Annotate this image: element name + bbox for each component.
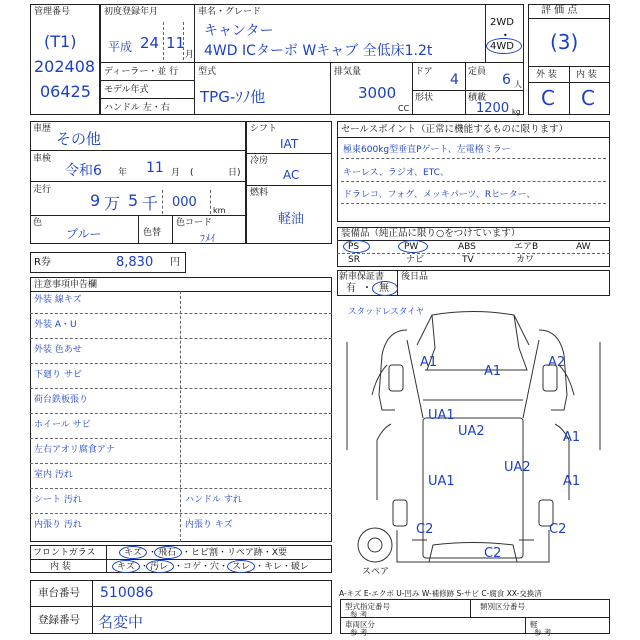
notes-item-left: 外装 色あせ	[34, 345, 82, 355]
notes-item-left: 荷台鉄板張り	[34, 395, 89, 405]
mgmt-label: 管理番号	[34, 7, 71, 17]
interior-grade: C	[581, 86, 595, 110]
chassis-label: 車台番号	[38, 587, 80, 599]
spare-label: スペア	[362, 567, 390, 577]
interior-item: ・キレ・破レ	[255, 562, 309, 572]
type-value: TPG-ｿﾉ他	[200, 88, 266, 106]
inspection-month-unit: 月	[171, 168, 181, 178]
warranty-no: 無	[379, 283, 389, 294]
load-unit: kg	[512, 108, 521, 116]
reg-label: 初度登録年月	[104, 7, 159, 17]
equip-navi: ナビ	[406, 255, 425, 265]
equip-aw: AW	[576, 242, 591, 252]
footer-ref: 参 考	[350, 610, 368, 619]
interior-cond-label: 内 装	[50, 562, 71, 572]
equip-ps: PS	[348, 242, 360, 252]
left-rear-wheel	[393, 500, 407, 526]
mgmt-code3: 06425	[40, 82, 91, 101]
mileage-man-unit: 万	[104, 194, 121, 213]
mileage-man: 9	[90, 191, 101, 210]
reg-month: 11	[166, 34, 186, 52]
footer-type-ref: 型式指定番号	[345, 602, 390, 611]
inspection-era: 令和6	[65, 163, 102, 179]
damage-mark: UA1	[428, 474, 455, 489]
notes-item-left: 外装 A・U	[34, 320, 77, 330]
chassis-value: 510086	[100, 585, 154, 601]
damage-mark: C2	[484, 546, 502, 561]
tire-note: スタッドレスタイヤ	[348, 307, 425, 317]
reg-era: 平成	[108, 40, 133, 54]
glass-item: キズ	[124, 548, 142, 558]
recycle-amount: 8,830	[116, 255, 154, 270]
ac-label: 冷房	[250, 156, 269, 166]
inspection-open-paren: (	[190, 168, 194, 178]
cap-label: 定員	[468, 67, 487, 77]
interior-item: キズ	[117, 562, 135, 572]
interior-item: スレ	[232, 562, 251, 572]
service-label: 後日品	[401, 272, 429, 282]
cap-unit: 人	[514, 80, 522, 89]
car-label: 車名・グレード	[198, 7, 262, 17]
equip-pw: PW	[404, 242, 419, 252]
spare-wheel	[358, 528, 392, 562]
disp-label: 排気量	[334, 67, 362, 77]
dealer-label: ディーラー・並 行	[104, 67, 179, 77]
equip-tv: TV	[462, 255, 474, 265]
inspection-day-unit: 日)	[228, 168, 241, 178]
footer-class-ref: 類別区分番号	[480, 602, 525, 611]
color-label: 色	[33, 218, 43, 228]
registration-label: 登録番号	[38, 614, 80, 626]
damage-mark: C2	[416, 522, 434, 537]
load-value: 1200	[476, 101, 510, 116]
notes-item-left: 左右アオリ腐食アナ	[34, 445, 115, 455]
sales-item-2: キーレス、ラジオ、ETC、	[343, 168, 449, 178]
recycle-box	[30, 252, 186, 273]
inspection-label: 車検	[33, 154, 52, 164]
footer-kei: 軽	[530, 620, 538, 629]
interior-item: ・コゲ・穴・	[174, 562, 229, 572]
history-value: その他	[56, 130, 102, 148]
mgmt-code2: 202408	[34, 57, 96, 76]
glass-label: フロントガラス	[33, 548, 96, 558]
shift-value: IAT	[280, 137, 299, 151]
eval-score: (3)	[550, 30, 579, 54]
footer-class-ref2: 参 考	[350, 628, 368, 637]
notes-item-left: シート 汚れ	[34, 495, 82, 505]
shift-label: シフト	[250, 124, 278, 134]
car-grade: 4WD ICターボ Wキャブ 全低床1.2t	[204, 43, 433, 59]
damage-mark: A2	[548, 355, 566, 370]
inspection-year-unit: 年	[118, 168, 128, 178]
interior-item: ・	[140, 562, 150, 572]
load-label: 積載	[468, 93, 487, 103]
damage-mark: UA2	[458, 424, 485, 439]
recycle-unit: 円	[170, 257, 180, 268]
model-year-label: モデル年式	[104, 85, 149, 95]
warranty-label: 新車保証書	[339, 272, 385, 282]
interior-item: 汚レ	[150, 562, 169, 572]
ac-value: AC	[283, 168, 300, 182]
sales-item-3: ドラレコ、フォグ、メッキパーツ、Rヒーター、	[343, 190, 536, 200]
notes-item-right: 内張り キズ	[185, 520, 233, 530]
cab-outline	[427, 312, 527, 371]
damage-mark: A1	[484, 364, 502, 379]
color-value: ブルー	[66, 227, 102, 241]
footer-kei-ref: 参 考	[534, 628, 552, 637]
sales-label: セールスポイント（正常に機能するものに限ります）	[341, 124, 569, 135]
registration-value: 名変中	[98, 613, 144, 631]
history-label: 車歴	[33, 124, 52, 134]
color-change-label: 色替	[143, 228, 162, 238]
disp-value: 3000	[358, 84, 397, 102]
equip-leather: カワ	[516, 255, 535, 265]
damage-mark: A1	[420, 355, 438, 370]
type-label: 型式	[198, 67, 217, 77]
mgmt-code1: (T1)	[44, 32, 77, 51]
interior-label: 内 装	[576, 70, 597, 80]
mileage-label: 走行	[33, 185, 52, 195]
color-code-label: 色コード	[176, 218, 213, 228]
color-code: ﾌﾒｲ	[200, 234, 215, 245]
damage-mark: C2	[549, 522, 567, 537]
mileage-rest: 000	[172, 195, 197, 210]
disp-unit: CC	[398, 104, 410, 113]
inspection-month: 11	[146, 160, 164, 176]
damage-mark: A1	[563, 430, 581, 445]
glass-item: ・ヒビ割・リペア跡・X要	[182, 548, 287, 558]
equipment-label: 装備品（純正品に限り○をつけています）	[341, 228, 521, 239]
damage-mark: UA1	[428, 408, 455, 423]
mileage-unit: km	[213, 206, 226, 215]
eval-label: 評 価 点	[541, 5, 578, 16]
glass-item: 飛石	[158, 548, 177, 558]
drive-2wd: 2WD	[490, 17, 514, 28]
reg-month-unit: 月	[185, 50, 195, 60]
car-name: キャンター	[204, 23, 274, 39]
warranty-yes: 有	[346, 283, 356, 294]
mileage-sen: 5	[128, 191, 139, 210]
damage-legend: A-キズ E-エクボ U-凹み W-補修跡 S-サビ C-腐食 XX-交換済	[339, 589, 542, 598]
exterior-grade: C	[541, 86, 555, 110]
shape-label: 形状	[415, 93, 434, 103]
footer-class: 車両区分	[345, 620, 375, 629]
equip-airbag: エアB	[514, 242, 539, 252]
fuel-label: 燃料	[250, 188, 269, 198]
equip-abs: ABS	[458, 242, 476, 252]
warranty-sep: ・	[362, 283, 372, 294]
glass-item: ・	[148, 548, 158, 558]
exterior-label: 外 装	[536, 70, 557, 80]
notes-item-left: ホイール サビ	[34, 420, 91, 430]
mileage-sen-unit: 千	[142, 194, 159, 213]
notes-item-right: ハンドル すれ	[185, 495, 242, 505]
notes-item-left: 室内 汚れ	[34, 470, 73, 480]
notes-item-left: 内張り 汚れ	[34, 520, 82, 530]
notes-label: 注意事項申告欄	[34, 280, 98, 290]
doors-value: 4	[450, 72, 459, 88]
cap-value: 6	[502, 72, 511, 88]
doors-label: ドア	[415, 67, 433, 77]
damage-mark: UA2	[504, 460, 531, 475]
damage-mark: A1	[563, 474, 581, 489]
recycle-label: R券	[34, 257, 51, 268]
sales-item-1: 極東600kg型垂直Pゲート、左電格ミラー	[343, 145, 511, 155]
drive-4wd: 4WD	[490, 41, 514, 52]
fuel-value: 軽油	[278, 212, 305, 227]
equip-sr: SR	[348, 255, 360, 265]
reg-year: 24	[140, 34, 160, 52]
notes-item-left: 下廻り サビ	[34, 370, 82, 380]
left-front-wheel	[389, 365, 403, 391]
notes-item-left: 外装 線キズ	[34, 295, 82, 305]
handle-label: ハンドル 左・右	[104, 103, 170, 113]
